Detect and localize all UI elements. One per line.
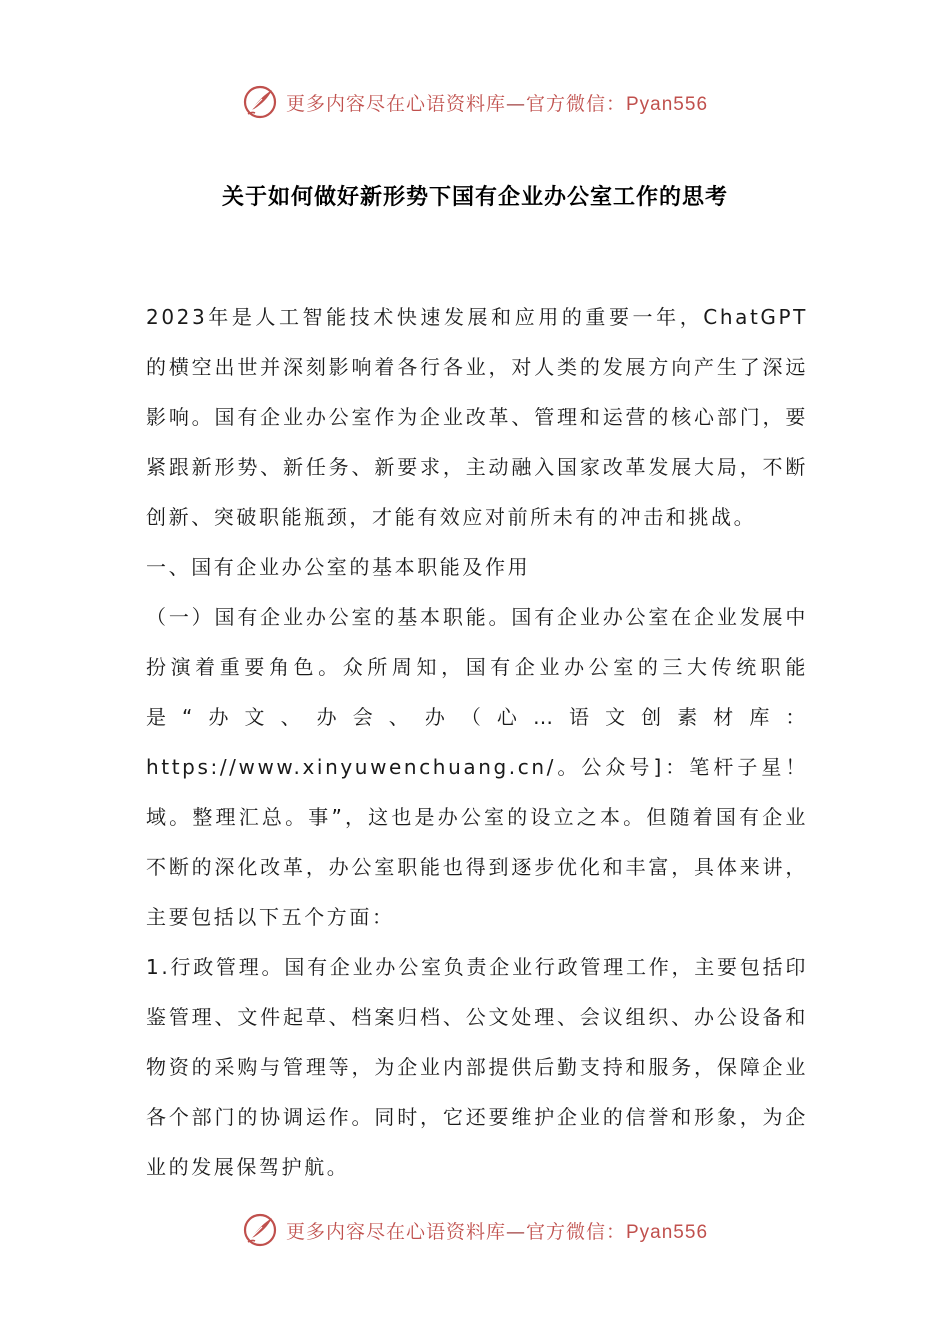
quill-logo-icon xyxy=(242,1212,278,1248)
footer-banner xyxy=(0,1210,950,1250)
banner-separator: — xyxy=(505,1220,526,1243)
paragraph-admin-management: 1.行政管理。国有企业办公室负责企业行政管理工作，主要包括印鉴管理、文件起草、档案归档、公文处理、会议组织、办公设备和物资的采购与管理等，为企业内部提供后勤支持和服务，保障企业各个部门的协调运作。同时，它还要维护企业的信誉和形象，为企业的发展保驾护航。 xyxy=(146,955,808,1179)
header-banner xyxy=(0,82,950,122)
paragraph-intro: 2023年是人工智能技术快速发展和应用的重要一年，ChatGPT的横空出世并深刻影响着各行各业，对人类的发展方向产生了深远影响。国有企业办公室作为企业改革、管理和运营的核心部门，要紧跟新形势、新任务、新要求，主动融入国家改革发展大局，不断创新、突破职能瓶颈，才能有效应对前所未有的冲击和挑战。 xyxy=(146,305,808,529)
banner-text xyxy=(286,1217,708,1244)
document-body xyxy=(146,292,808,1192)
banner-separator: — xyxy=(505,92,526,115)
quill-logo-icon xyxy=(242,84,278,120)
banner-wechat-id: Pyan556 xyxy=(626,1221,709,1243)
banner-text xyxy=(286,89,708,116)
section-heading: 一、国有企业办公室的基本职能及作用 xyxy=(146,555,531,579)
banner-slogan: 更多内容尽在心语资料库 xyxy=(285,1220,506,1243)
banner-wechat-id: Pyan556 xyxy=(626,93,709,115)
paragraph-basic-functions: （一）国有企业办公室的基本职能。国有企业办公室在企业发展中扮演着重要角色。众所周知，国有企业办公室的三大传统职能是“办文、办会、办（心…语文创素材库：https://www.xinyuwenchuang.cn/。公众号]：笔杆子星！域。整理汇总。事”，这也是办公室的设立之本。但随着国有企业不断的深化改革，办公室职能也得到逐步优化和丰富，具体来讲，主要包括以下五个方面： xyxy=(146,605,808,929)
document-title: 关于如何做好新形势下国有企业办公室工作的思考 xyxy=(221,185,728,210)
banner-official-label: 官方微信： xyxy=(525,92,626,115)
banner-official-label: 官方微信： xyxy=(525,1220,626,1243)
banner-slogan: 更多内容尽在心语资料库 xyxy=(285,92,506,115)
